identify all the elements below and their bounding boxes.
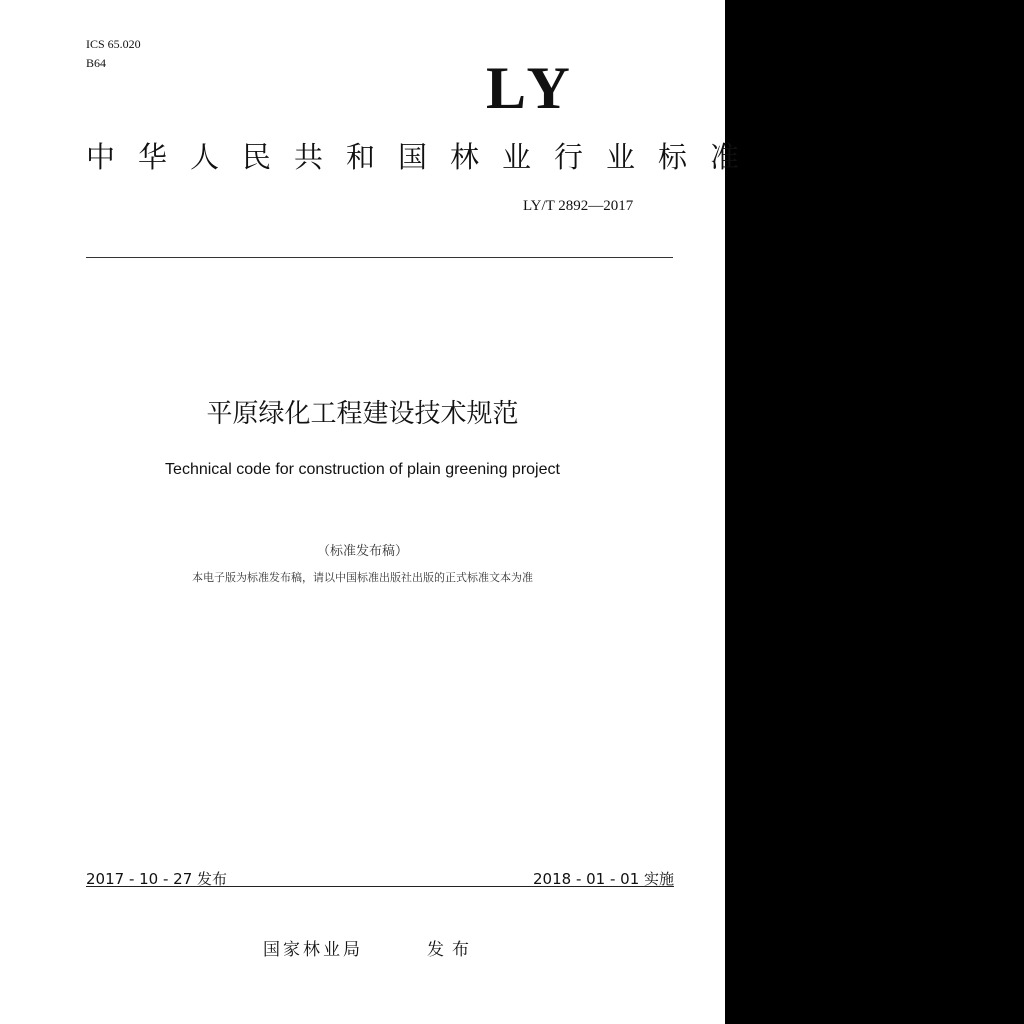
publisher-name: 国家林业局 [263, 940, 363, 960]
top-divider [86, 257, 673, 258]
ics-code: ICS 65.020 [86, 37, 141, 51]
implementation-date: 2018 - 01 - 01 实施 [533, 870, 675, 888]
publish-label: 发布 [427, 940, 477, 960]
bottom-divider [86, 886, 674, 887]
standard-type-title: 中华人民共和国林业行业标准 [86, 140, 763, 174]
draft-note: 本电子版为标准发布稿，请以中国标准出版社出版的正式标准文本为准 [192, 571, 533, 584]
document-title-cn: 平原绿化工程建设技术规范 [206, 399, 519, 429]
standard-number: LY/T 2892—2017 [523, 198, 634, 214]
issue-date: 2017 - 10 - 27 发布 [86, 870, 228, 888]
document-title-en: Technical code for construction of plain greening project [165, 461, 560, 478]
ccs-code: B64 [86, 56, 107, 70]
draft-label: （标准发布稿） [316, 544, 408, 559]
standard-logo: LY [486, 55, 576, 121]
